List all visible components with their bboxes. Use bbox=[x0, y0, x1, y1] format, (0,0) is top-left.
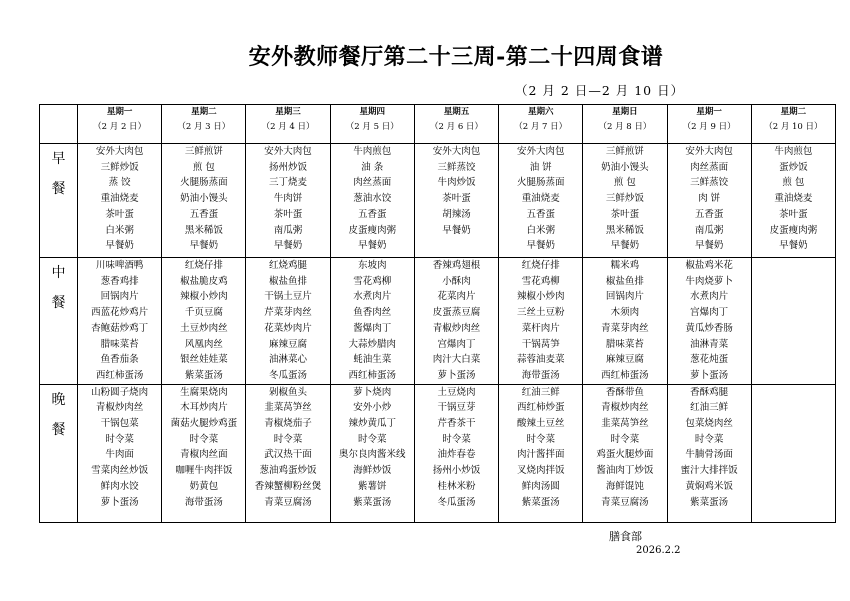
day-header bbox=[162, 105, 246, 144]
day-weekday: 星期一 bbox=[696, 107, 722, 117]
dish-item: 红烧仔排 bbox=[184, 260, 223, 271]
dish-item: 糯米鸡 bbox=[610, 260, 640, 271]
day-date: （2 月 6 日） bbox=[430, 122, 483, 132]
menu-cell bbox=[499, 258, 583, 385]
dish-item: 大蒜炒腊肉 bbox=[348, 338, 397, 350]
dish-item: 辣椒小炒肉 bbox=[516, 291, 565, 303]
meal-label-char: 餐 bbox=[51, 421, 66, 438]
dish-item: 三丁烧麦 bbox=[269, 177, 308, 189]
day-header bbox=[499, 105, 583, 144]
dish-item: 回锅肉片 bbox=[605, 291, 644, 303]
dish-item: 宫爆肉丁 bbox=[437, 338, 476, 350]
menu-cell bbox=[330, 384, 414, 522]
menu-cell bbox=[246, 384, 330, 522]
dish-item: 早餐奶 bbox=[694, 240, 724, 252]
dish-item: 油炸春卷 bbox=[437, 449, 476, 461]
dish-item: 川味啤酒鸭 bbox=[95, 260, 144, 271]
dish-item: 西红柿蛋汤 bbox=[95, 369, 144, 381]
dish-item: 蚝油生菜 bbox=[353, 354, 392, 366]
dish-item: 青菜豆腐汤 bbox=[264, 496, 312, 508]
menu-cell bbox=[751, 384, 835, 522]
dish-item: 鲜肉水饺 bbox=[100, 480, 139, 492]
dish-item: 肉汁酱拌面 bbox=[516, 449, 565, 461]
dish-item: 葱油水饺 bbox=[353, 193, 392, 205]
menu-cell bbox=[78, 258, 162, 385]
dish-item: 西蓝花炒鸡片 bbox=[91, 307, 149, 319]
dish-item: 白米粥 bbox=[526, 224, 555, 236]
dish-item: 三鲜蒸饺 bbox=[437, 161, 476, 173]
dish-item: 早餐奶 bbox=[105, 240, 134, 252]
dish-item: 黄焖鸡米饭 bbox=[685, 480, 733, 492]
dish-item: 银丝娃娃菜 bbox=[180, 354, 228, 366]
dish-item: 早餐奶 bbox=[442, 224, 471, 236]
dish-item: 肉汁大白菜 bbox=[432, 354, 481, 366]
dish-item: 武汉热干面 bbox=[264, 449, 312, 461]
dish-item: 花菜肉片 bbox=[437, 291, 476, 303]
meal-label-char: 中 bbox=[51, 265, 66, 281]
dish-item: 牛肉饼 bbox=[273, 193, 303, 205]
menu-cell bbox=[499, 144, 583, 258]
day-weekday: 星期日 bbox=[612, 107, 638, 117]
menu-cell bbox=[246, 144, 330, 258]
dish-item: 冬瓜蛋汤 bbox=[269, 369, 308, 381]
day-header bbox=[583, 105, 667, 144]
dish-item: 茶叶蛋 bbox=[610, 208, 640, 220]
dish-item: 三丝土豆粉 bbox=[516, 307, 565, 319]
dish-item: 安外小炒 bbox=[353, 402, 392, 414]
dish-item: 黑米稀饭 bbox=[184, 224, 223, 236]
dish-item: 三鲜煎饼 bbox=[605, 146, 644, 157]
page-title: 安外教师餐厅第二十三周-第二十四周食谱 bbox=[248, 44, 664, 70]
date-range: （2 月 2 日—2 月 10 日） bbox=[515, 83, 685, 98]
dish-item: 青椒烧茄子 bbox=[264, 418, 312, 430]
dish-item: 茶叶蛋 bbox=[105, 208, 134, 220]
dish-item: 煎 包 bbox=[192, 161, 215, 173]
menu-cell bbox=[330, 258, 414, 385]
dish-item: 生腐果烧肉 bbox=[180, 386, 228, 398]
dish-item: 扬州小炒饭 bbox=[432, 465, 481, 477]
dish-item: 蒸 饺 bbox=[108, 177, 131, 189]
dish-item: 时令菜 bbox=[442, 433, 471, 445]
dish-item: 回锅肉片 bbox=[100, 291, 139, 303]
day-header bbox=[414, 105, 498, 144]
dish-item: 红油三鲜 bbox=[690, 402, 729, 414]
footer-date: 2026.2.2 bbox=[636, 545, 681, 556]
menu-cell bbox=[414, 258, 498, 385]
dish-item: 干锅土豆片 bbox=[264, 291, 312, 303]
dish-item: 胡辣汤 bbox=[442, 208, 471, 220]
dinner-row bbox=[40, 384, 836, 522]
dish-item: 辣炒黄瓜丁 bbox=[348, 418, 397, 430]
dish-item: 油淋青菜 bbox=[690, 338, 729, 350]
day-weekday: 星期二 bbox=[191, 107, 217, 117]
menu-table bbox=[39, 104, 836, 523]
dish-item: 南瓜粥 bbox=[694, 224, 724, 236]
day-date: （2 月 4 日） bbox=[261, 122, 315, 132]
dish-item: 风凰肉丝 bbox=[184, 338, 223, 350]
dish-item: 时令菜 bbox=[105, 433, 134, 445]
dish-item: 南瓜粥 bbox=[273, 224, 303, 236]
dish-item: 扬州炒饭 bbox=[269, 161, 308, 173]
dish-item: 五香蛋 bbox=[694, 208, 724, 220]
day-date: （2 月 5 日） bbox=[345, 122, 399, 132]
dish-item: 千页豆腐 bbox=[184, 307, 223, 319]
dish-item: 韭菜莴笋丝 bbox=[264, 402, 312, 414]
dish-item: 山粉圆子烧肉 bbox=[91, 386, 149, 398]
dish-item: 香酥鸡腿 bbox=[690, 386, 729, 398]
dish-item: 冬瓜蛋汤 bbox=[437, 496, 476, 508]
dish-item: 红油三鲜 bbox=[521, 386, 560, 398]
menu-cell bbox=[499, 384, 583, 522]
dish-item: 火腿肠蒸面 bbox=[180, 177, 228, 189]
menu-cell bbox=[162, 144, 246, 258]
dish-item: 蛋炒饭 bbox=[779, 161, 808, 173]
dish-item: 油淋菜心 bbox=[269, 354, 308, 366]
menu-cell bbox=[583, 384, 667, 522]
dish-item: 青菜芽肉丝 bbox=[601, 322, 649, 334]
day-weekday: 星期一 bbox=[106, 107, 133, 117]
dish-item: 干锅莴笋 bbox=[521, 338, 560, 350]
dish-item: 早餐奶 bbox=[273, 240, 303, 252]
dish-item: 时令菜 bbox=[358, 433, 387, 445]
dish-item: 叉烧肉拌饭 bbox=[516, 465, 565, 477]
dish-item: 辣椒小炒肉 bbox=[180, 291, 228, 303]
dish-item: 肉丝蒸面 bbox=[690, 161, 729, 173]
dish-item: 葱香鸡排 bbox=[100, 275, 139, 287]
dish-item: 干锅豆芽 bbox=[437, 402, 476, 414]
dish-item: 三鲜煎饼 bbox=[184, 146, 223, 157]
dish-item: 海鲜馄饨 bbox=[605, 480, 644, 492]
menu-cell bbox=[751, 144, 835, 258]
dish-item: 咖喱牛肉拌饭 bbox=[175, 465, 233, 477]
dish-item: 奥尔良肉酱米线 bbox=[339, 449, 406, 461]
dish-item: 安外大肉包 bbox=[95, 146, 144, 157]
menu-cell bbox=[162, 384, 246, 522]
meal-label bbox=[40, 384, 78, 522]
dish-item: 麻辣豆腐 bbox=[605, 354, 644, 366]
dish-item: 木须肉 bbox=[610, 307, 640, 319]
menu-cell bbox=[667, 258, 751, 385]
breakfast-row bbox=[40, 144, 836, 258]
dish-item: 五香蛋 bbox=[189, 208, 219, 220]
dish-item: 时令菜 bbox=[610, 433, 640, 445]
dish-item: 鱼香茄条 bbox=[100, 354, 139, 366]
dish-item: 雪花鸡柳 bbox=[353, 275, 392, 287]
dish-item: 紫菜蛋汤 bbox=[353, 496, 392, 508]
dish-item: 香辣鸡翅根 bbox=[432, 260, 481, 271]
day-weekday: 星期五 bbox=[443, 107, 470, 117]
dish-item: 椒盐鱼排 bbox=[605, 275, 644, 287]
dish-item: 海带蛋汤 bbox=[521, 369, 560, 381]
dish-item: 西红柿炒蛋 bbox=[516, 402, 565, 414]
dish-item: 青椒炒肉丝 bbox=[432, 322, 481, 334]
dish-item: 安外大肉包 bbox=[432, 146, 481, 157]
dish-item: 煎 包 bbox=[782, 177, 805, 189]
dish-item: 蜜汁大排拌饭 bbox=[680, 465, 738, 477]
dish-item: 重油烧麦 bbox=[521, 193, 560, 205]
dish-item: 葱油鸡蛋炒饭 bbox=[259, 465, 317, 477]
dish-item: 重油烧麦 bbox=[774, 193, 813, 205]
dish-item: 菜杆肉片 bbox=[521, 322, 560, 334]
dish-item: 煎 包 bbox=[613, 177, 636, 189]
day-header bbox=[667, 105, 751, 144]
dish-item: 安外大肉包 bbox=[685, 146, 733, 157]
dish-item: 蒜蓉油麦菜 bbox=[516, 354, 565, 366]
dish-item: 土豆炒肉丝 bbox=[180, 322, 228, 334]
footer-department: 膳食部 bbox=[609, 530, 642, 543]
day-header bbox=[78, 105, 162, 144]
day-date: （2 月 2 日） bbox=[93, 122, 147, 132]
dish-item: 早餐奶 bbox=[526, 240, 555, 252]
dish-item: 早餐奶 bbox=[189, 240, 219, 252]
dish-item: 水煮肉片 bbox=[353, 291, 392, 303]
day-header bbox=[246, 105, 330, 144]
dish-item: 椒盐脆皮鸡 bbox=[180, 275, 228, 287]
dish-item: 茶叶蛋 bbox=[779, 208, 808, 220]
dish-item: 红烧鸡腿 bbox=[269, 260, 308, 271]
dish-item: 杏鲍菇炒鸡丁 bbox=[91, 322, 149, 334]
dish-item: 奶黄包 bbox=[189, 480, 219, 492]
day-date: （2 月 10 日） bbox=[764, 122, 823, 132]
day-date: （2 月 8 日） bbox=[598, 122, 652, 132]
dish-item: 菌菇火腿炒鸡蛋 bbox=[170, 418, 238, 430]
dish-item: 三鲜炒饭 bbox=[100, 161, 139, 173]
dish-item: 时令菜 bbox=[273, 433, 303, 445]
dish-item: 韭菜莴笋丝 bbox=[601, 418, 649, 430]
day-weekday: 星期四 bbox=[359, 107, 386, 117]
dish-item: 木耳炒肉片 bbox=[180, 402, 228, 414]
day-weekday: 星期三 bbox=[275, 107, 301, 117]
dish-item: 鲜肉汤圆 bbox=[521, 480, 560, 492]
dish-item: 东坡肉 bbox=[358, 260, 387, 271]
dish-item: 牛腩骨汤面 bbox=[685, 449, 733, 461]
menu-cell bbox=[751, 258, 835, 385]
dish-item: 牛肉煎包 bbox=[353, 146, 392, 157]
dish-item: 芹香茶干 bbox=[437, 418, 476, 430]
menu-cell bbox=[78, 144, 162, 258]
dish-item: 肉 饼 bbox=[698, 193, 721, 205]
dish-item: 牛肉煎包 bbox=[774, 146, 813, 157]
dish-item: 萝卜蛋汤 bbox=[100, 496, 139, 508]
dish-item: 皮蛋蒸豆腐 bbox=[432, 307, 481, 319]
dish-item: 早餐奶 bbox=[779, 240, 808, 252]
menu-cell bbox=[667, 144, 751, 258]
header-row bbox=[40, 105, 836, 144]
dish-item: 紫薯饼 bbox=[358, 480, 387, 492]
dish-item: 安外大肉包 bbox=[516, 146, 565, 157]
dish-item: 鸡蛋火腿炒面 bbox=[596, 449, 654, 461]
menu-cell bbox=[78, 384, 162, 522]
dish-item: 肉丝蒸面 bbox=[353, 177, 392, 189]
dish-item: 干锅包菜 bbox=[100, 418, 139, 430]
dish-item: 紫菜蛋汤 bbox=[184, 369, 223, 381]
meal-label bbox=[40, 144, 78, 258]
dish-item: 时令菜 bbox=[189, 433, 219, 445]
dish-item: 酱爆肉丁 bbox=[353, 322, 392, 334]
dish-item: 红烧仔排 bbox=[521, 260, 560, 271]
dish-item: 安外大肉包 bbox=[264, 146, 312, 157]
dish-item: 萝卜蛋汤 bbox=[690, 369, 729, 381]
dish-item: 海鲜炒饭 bbox=[353, 465, 392, 477]
dish-item: 奶油小馒头 bbox=[601, 161, 649, 173]
dish-item: 黄瓜炒香肠 bbox=[685, 322, 733, 334]
dish-item: 五香蛋 bbox=[358, 208, 387, 220]
dish-item: 雪花鸡柳 bbox=[521, 275, 560, 287]
menu-cell bbox=[246, 258, 330, 385]
menu-cell bbox=[583, 258, 667, 385]
meal-label-char: 餐 bbox=[51, 181, 66, 197]
corner-cell bbox=[40, 105, 78, 144]
dish-item: 鱼香肉丝 bbox=[353, 307, 392, 319]
day-header bbox=[330, 105, 414, 144]
dish-item: 葱花炖蛋 bbox=[690, 354, 729, 366]
dish-item: 牛肉面 bbox=[105, 449, 134, 461]
dish-item: 西红柿蛋汤 bbox=[601, 369, 649, 381]
dish-item: 火腿肠蒸面 bbox=[516, 177, 565, 189]
meal-label-char: 晚 bbox=[51, 391, 66, 408]
dish-item: 芹菜芽肉丝 bbox=[264, 307, 312, 319]
menu-cell bbox=[330, 144, 414, 258]
dish-item: 麻辣豆腐 bbox=[269, 338, 308, 350]
dish-item: 白米粥 bbox=[105, 224, 134, 236]
dish-item: 水煮肉片 bbox=[690, 291, 729, 303]
dish-item: 重油烧麦 bbox=[100, 193, 139, 205]
dish-item: 皮蛋瘦肉粥 bbox=[348, 224, 397, 236]
dish-item: 时令菜 bbox=[694, 433, 724, 445]
dish-item: 土豆烧肉 bbox=[437, 386, 476, 398]
dish-item: 牛肉炒饭 bbox=[437, 177, 476, 189]
dish-item: 皮蛋瘦肉粥 bbox=[769, 224, 818, 236]
dish-item: 青椒肉丝面 bbox=[180, 449, 228, 461]
dish-item: 青菜豆腐汤 bbox=[601, 496, 649, 508]
dish-item: 三鲜炒饭 bbox=[605, 193, 644, 205]
dish-item: 青椒炒肉丝 bbox=[601, 402, 649, 414]
menu-cell bbox=[414, 144, 498, 258]
dish-item: 早餐奶 bbox=[358, 240, 387, 252]
dish-item: 剁椒鱼头 bbox=[269, 386, 308, 398]
dish-item: 椒盐鸡米花 bbox=[685, 260, 733, 271]
meal-label bbox=[40, 258, 78, 385]
dish-item: 茶叶蛋 bbox=[273, 208, 303, 220]
dish-item: 香酥带鱼 bbox=[605, 386, 644, 398]
dish-item: 酱油肉丁炒饭 bbox=[596, 465, 654, 477]
dish-item: 茶叶蛋 bbox=[442, 193, 471, 205]
dish-item: 三鲜蒸饺 bbox=[690, 177, 729, 189]
dish-item: 青椒炒肉丝 bbox=[95, 402, 144, 414]
dish-item: 五香蛋 bbox=[526, 208, 555, 220]
dish-item: 奶油小馒头 bbox=[180, 193, 228, 205]
menu-cell bbox=[667, 384, 751, 522]
dish-item: 紫菜蛋汤 bbox=[690, 496, 729, 508]
dish-item: 海带蛋汤 bbox=[184, 496, 223, 508]
day-date: （2 月 9 日） bbox=[682, 122, 736, 132]
meal-label-char: 餐 bbox=[51, 295, 66, 311]
menu-cell bbox=[162, 258, 246, 385]
dish-item: 香辣蟹柳粉丝煲 bbox=[254, 480, 322, 492]
lunch-row bbox=[40, 258, 836, 385]
dish-item: 小酥肉 bbox=[442, 275, 471, 287]
dish-item: 黑米稀饭 bbox=[605, 224, 644, 236]
dish-item: 油 饼 bbox=[529, 161, 552, 173]
dish-item: 早餐奶 bbox=[610, 240, 640, 252]
dish-item: 腊味菜苔 bbox=[100, 338, 139, 350]
dish-item: 西红柿蛋汤 bbox=[348, 369, 397, 381]
dish-item: 酸辣土豆丝 bbox=[516, 418, 565, 430]
dish-item: 时令菜 bbox=[526, 433, 555, 445]
day-date: （2 月 3 日） bbox=[177, 122, 231, 132]
dish-item: 雪菜肉丝炒饭 bbox=[91, 465, 149, 477]
dish-item: 油 条 bbox=[361, 161, 384, 173]
dish-item: 牛肉烧萝卜 bbox=[685, 275, 733, 287]
dish-item: 紫菜蛋汤 bbox=[521, 496, 560, 508]
dish-item: 宫爆肉丁 bbox=[690, 307, 729, 319]
day-weekday: 星期六 bbox=[527, 107, 554, 117]
dish-item: 桂林米粉 bbox=[437, 480, 476, 492]
menu-cell bbox=[414, 384, 498, 522]
dish-item: 包菜烧肉丝 bbox=[685, 418, 733, 430]
dish-item: 椒盐鱼排 bbox=[269, 275, 308, 287]
day-weekday: 星期二 bbox=[780, 107, 807, 117]
dish-item: 花菜炒肉片 bbox=[264, 322, 312, 334]
day-header bbox=[751, 105, 835, 144]
dish-item: 萝卜烧肉 bbox=[353, 386, 392, 398]
day-date: （2 月 7 日） bbox=[514, 122, 568, 132]
dish-item: 萝卜蛋汤 bbox=[437, 369, 476, 381]
meal-label-char: 早 bbox=[51, 151, 66, 167]
menu-cell bbox=[583, 144, 667, 258]
dish-item: 腊味菜苔 bbox=[605, 338, 644, 350]
